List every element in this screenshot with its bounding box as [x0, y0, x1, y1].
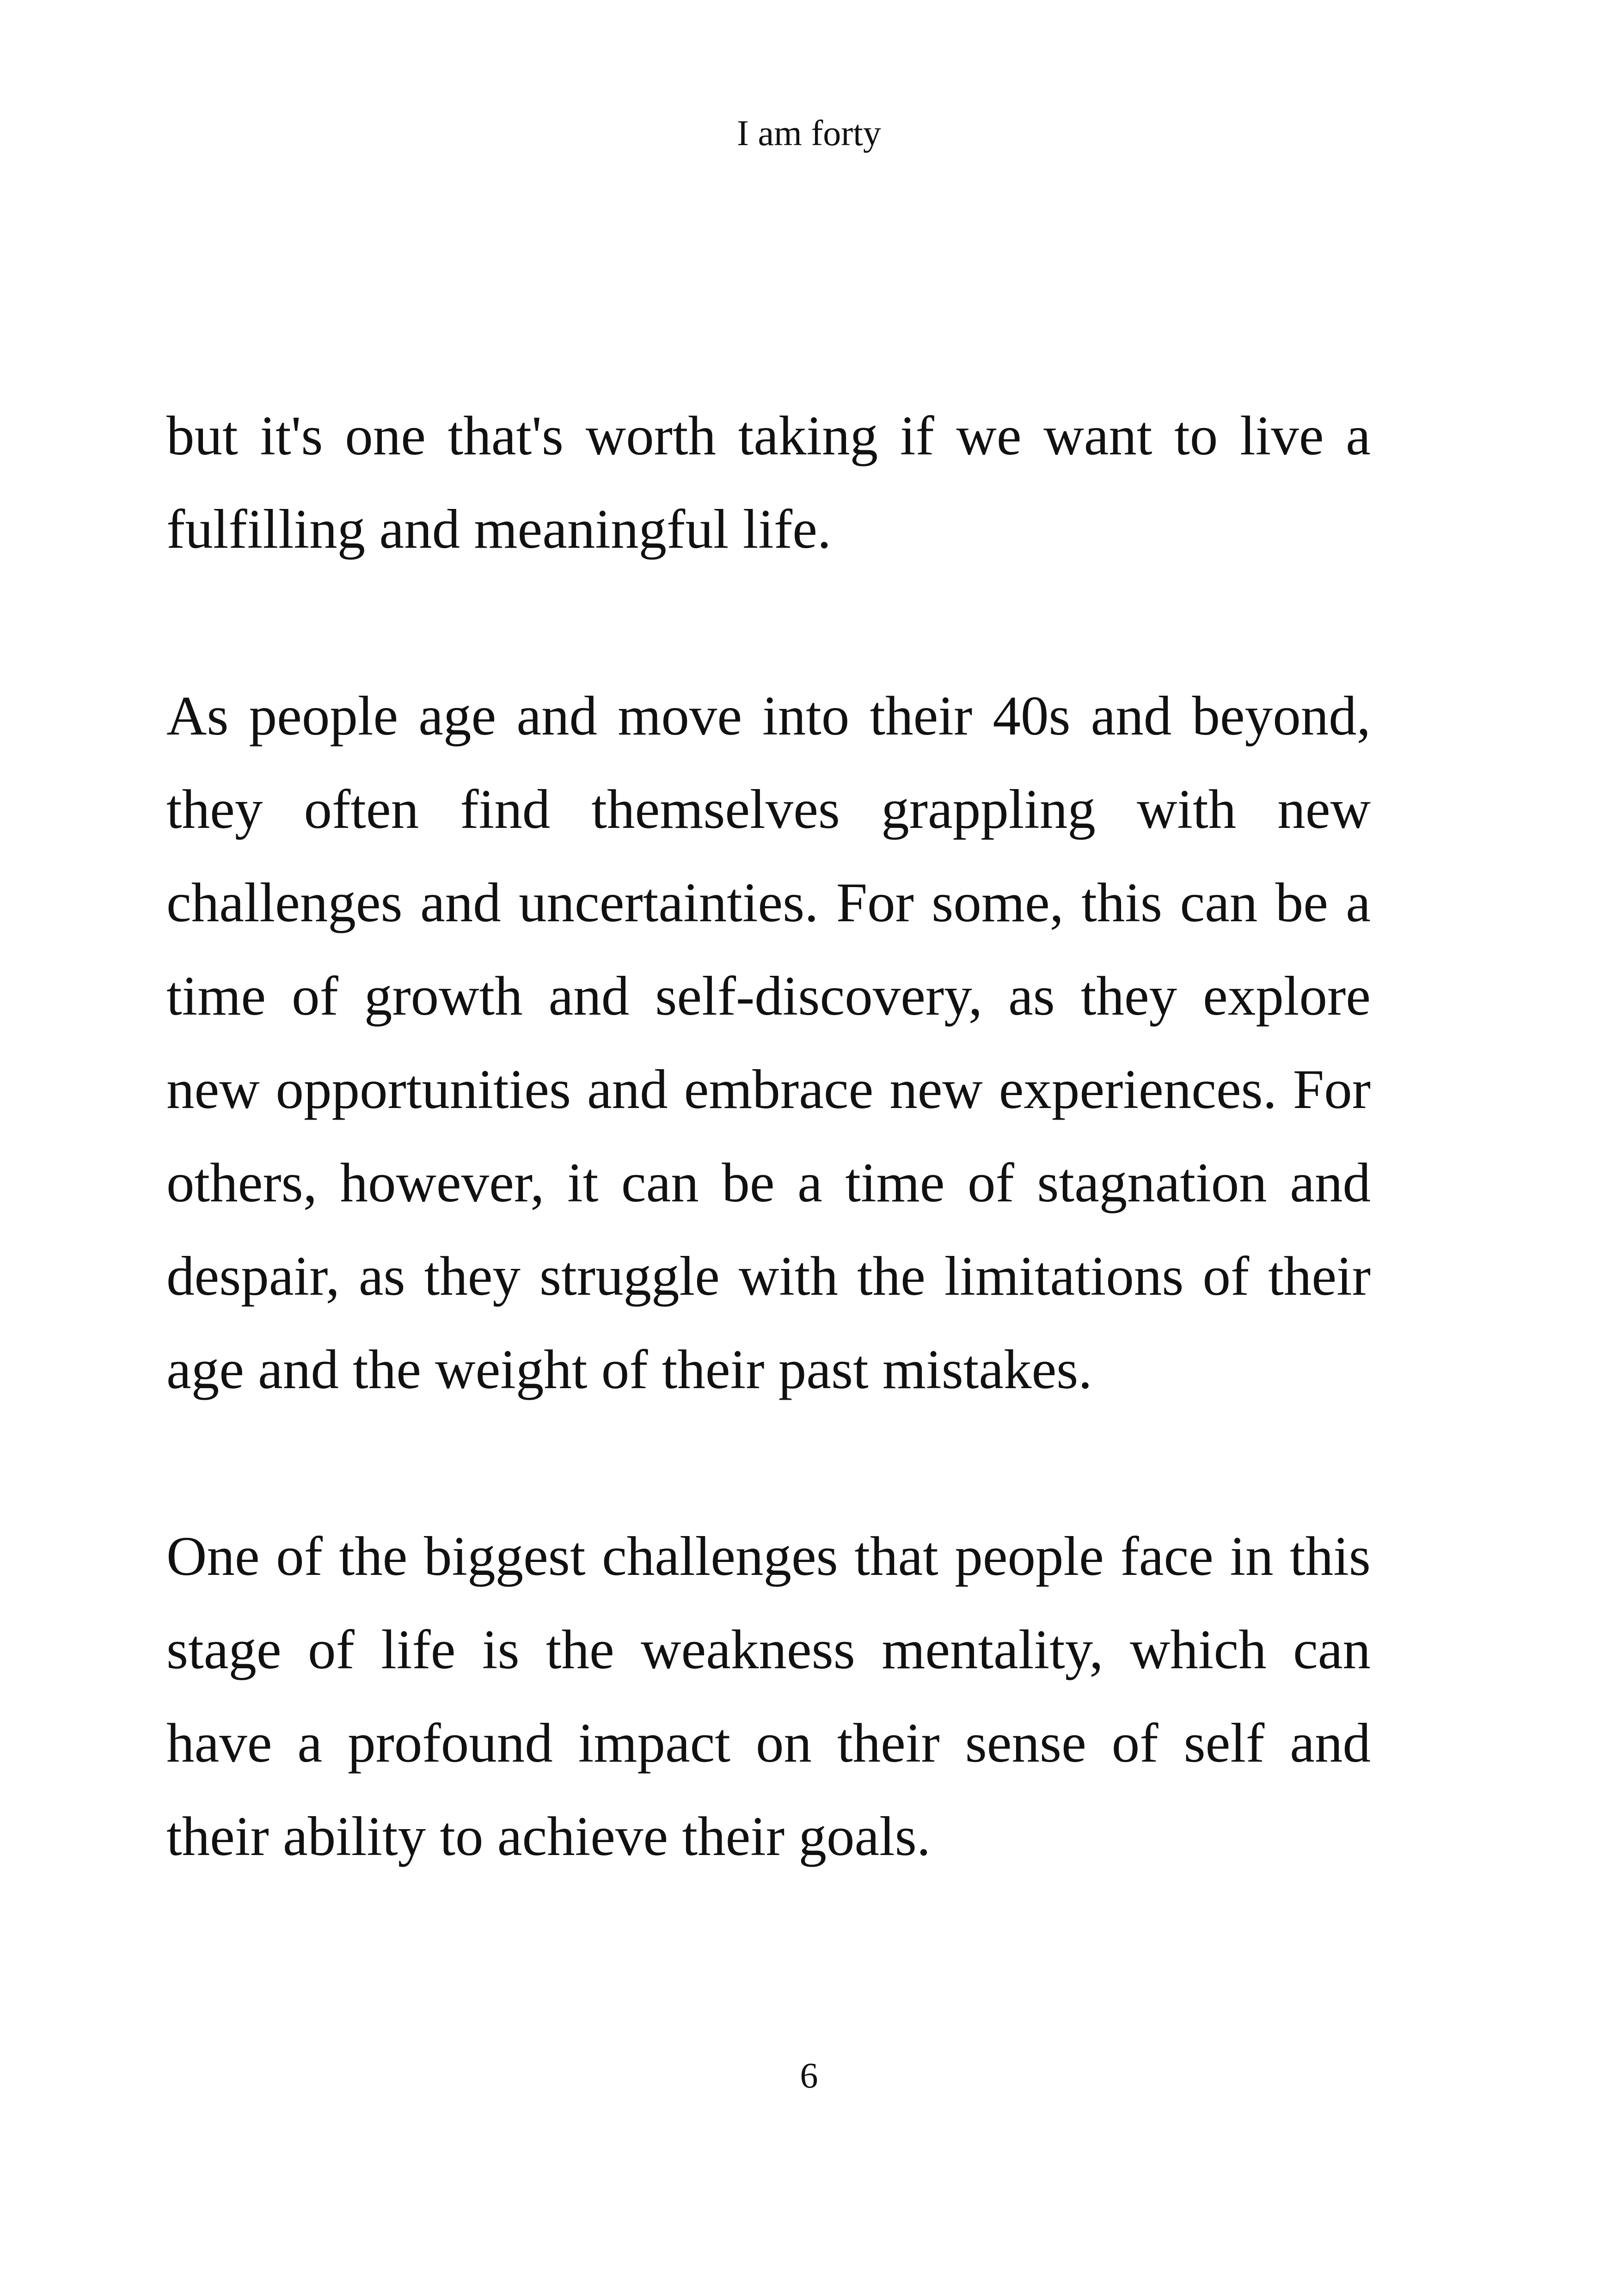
paragraph: As people age and move into their 40s and beyond, they often find themselves grappling with new challenges and uncertainties. For some, this can be a time of growth and self-discovery, as they explore new opportunities and embrace new experiences. For others, however, it can be a time of stagnation and despair, as they struggle with the limitations of their age and the weight of their past mistakes. [166, 685, 1371, 1401]
body-text [166, 389, 1371, 1883]
paragraph: One of the biggest challenges that people face in this stage of life is the weakness mentality, which can have a profound impact on their sense of self and their ability to achieve their goals. [166, 1525, 1371, 1867]
page-number: 6 [800, 2055, 818, 2095]
paragraph: but it's one that's worth taking if we want to live a fulfilling and meaningful life. [166, 405, 1371, 560]
running-header: I am forty [737, 113, 881, 153]
